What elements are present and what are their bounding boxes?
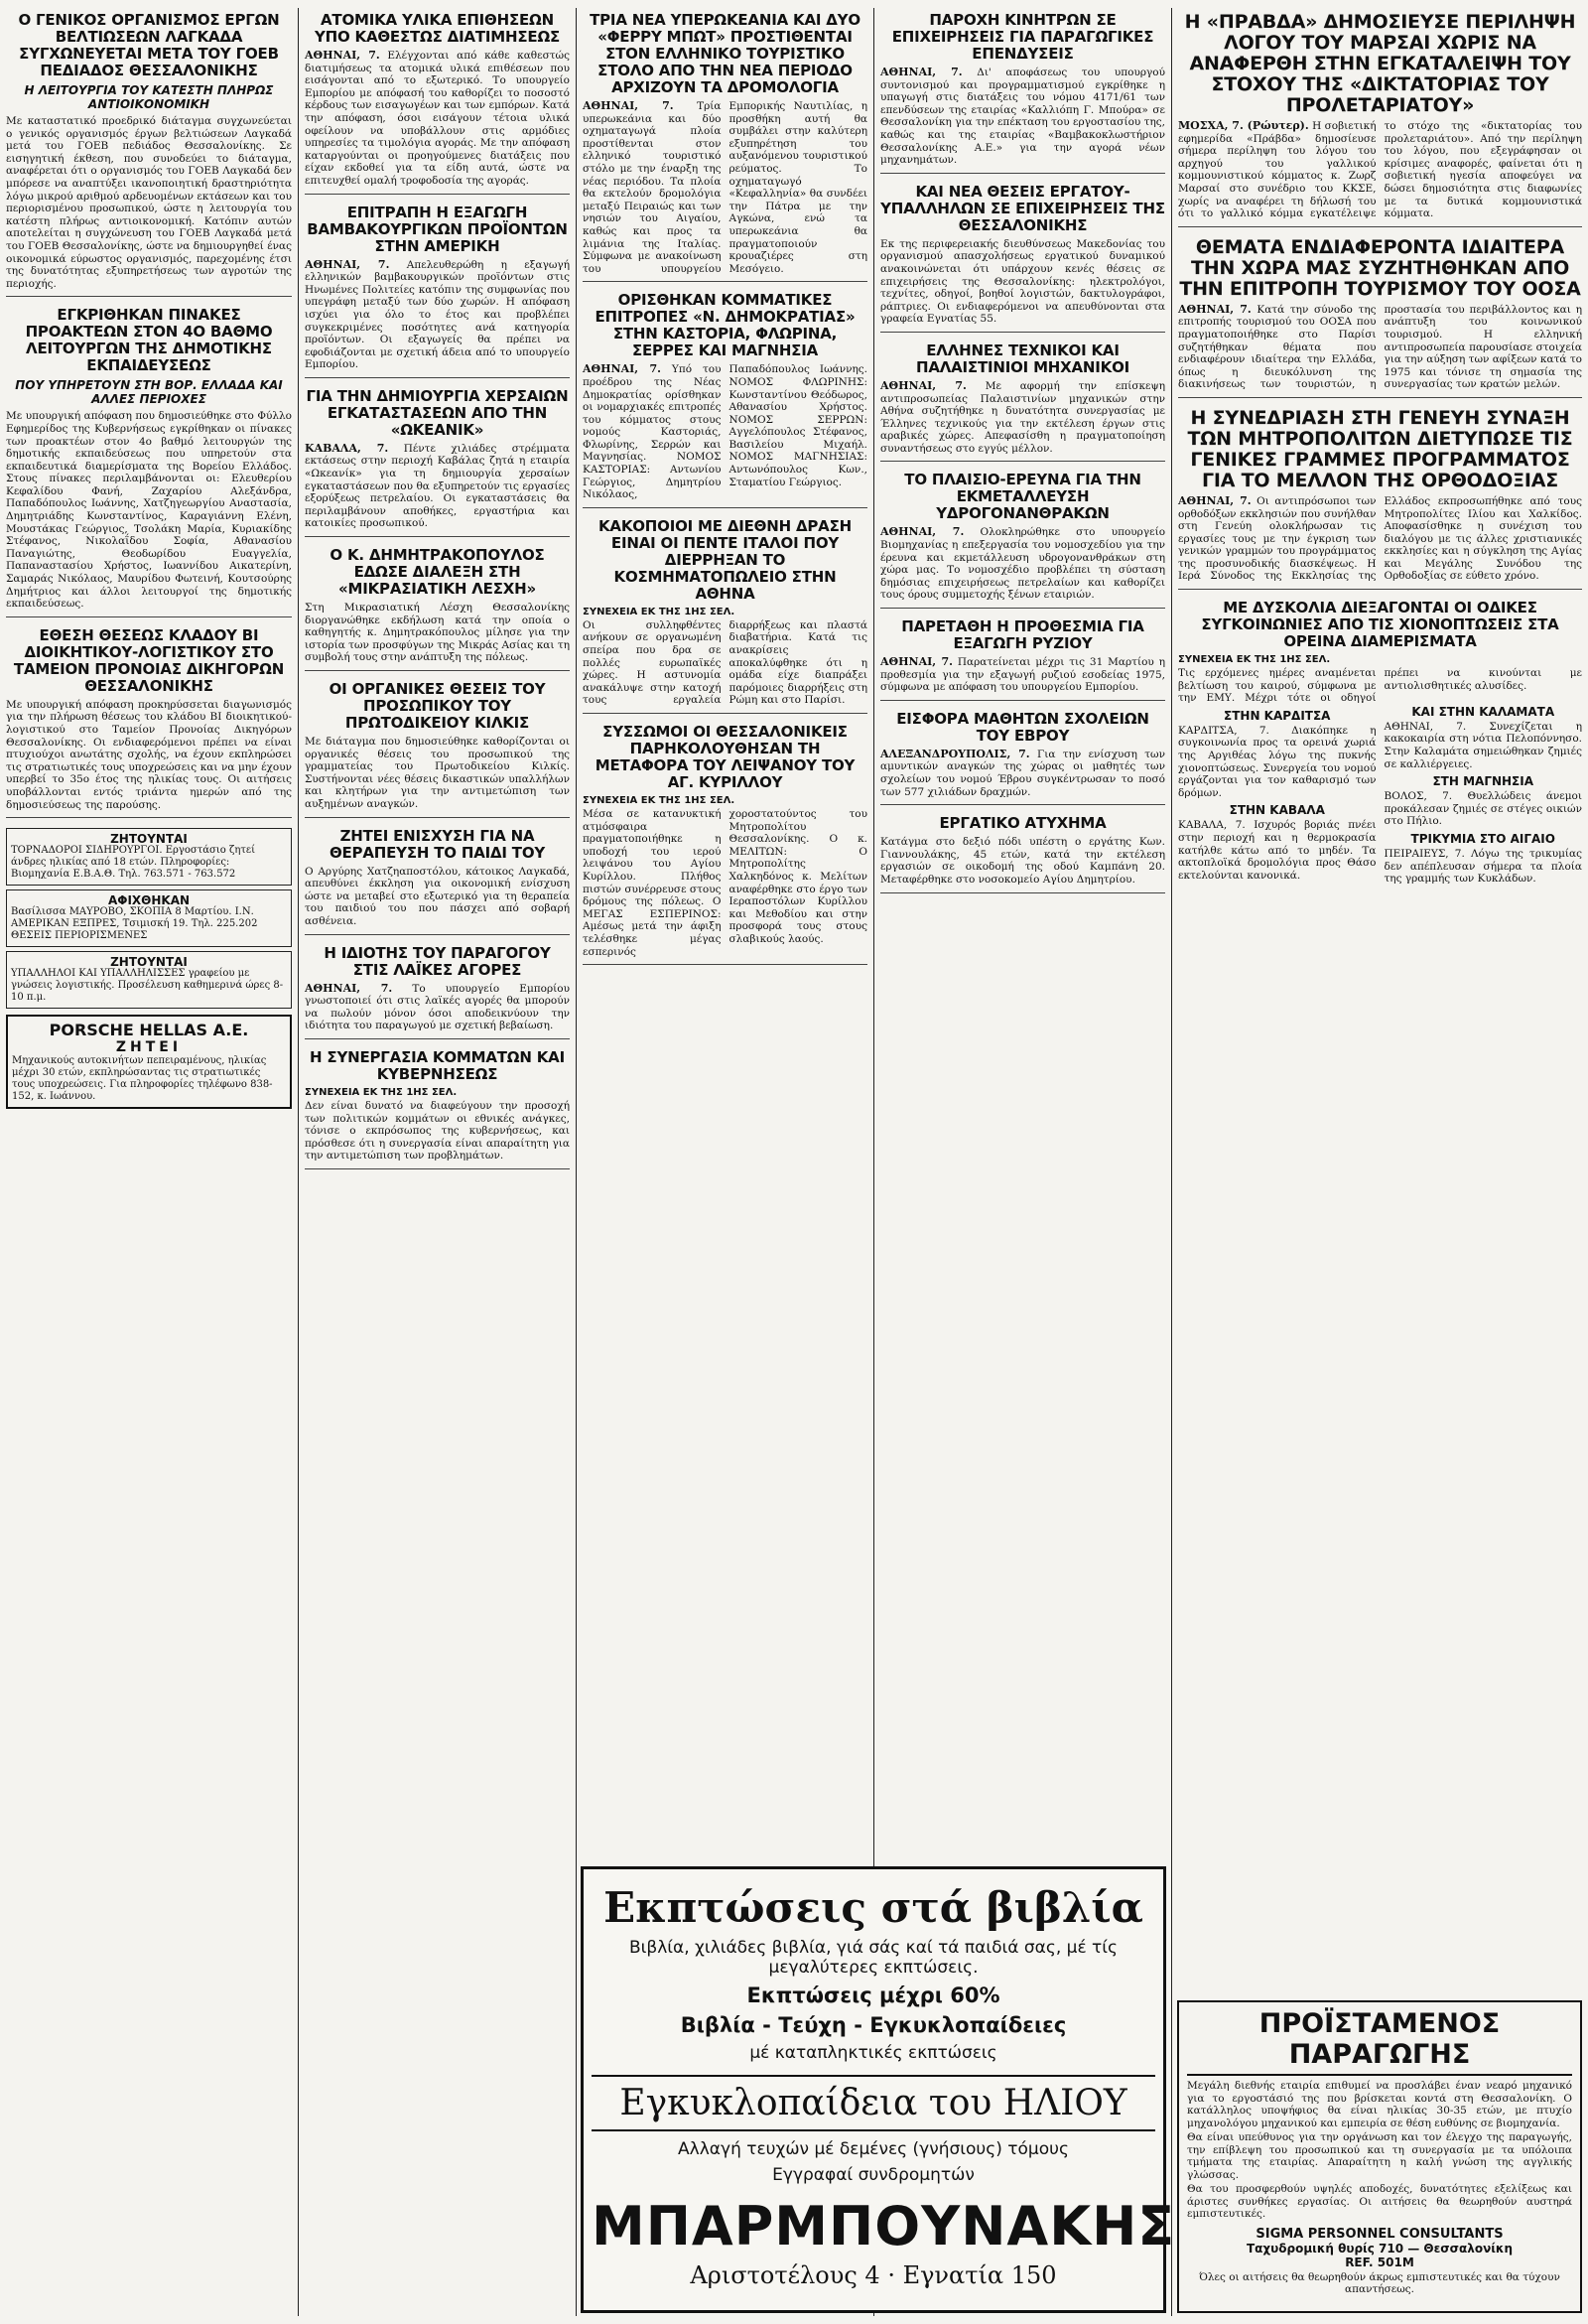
article-body: Στη Μικρασιατική Λέσχη Θεσσαλονίκης διοργανώθηκε εκδήλωση κατά την οποία ο καθηγητής κ. Δημητρακόπουλος μίλησε για την ιστορία των προσφύγων της Μικράς Ασίας και τη συμβολή τους στην ανάπτυξη της πόλεως. bbox=[305, 602, 570, 664]
headline: ΕΛΛΗΝΕΣ ΤΕΧΝΙΚΟΙ ΚΑΙ ΠΑΛΑΙΣΤΙΝΙΟΙ ΜΗΧΑΝΙΚΟΙ bbox=[915, 341, 1130, 376]
story-hydrocarbons bbox=[880, 472, 1165, 609]
porsche-ad bbox=[6, 1015, 292, 1109]
article-body: Με καταστατικό προεδρικό διάταγμα συγχωνεύεται ο γενικός οργανισμός έργων βελτιώσεων Λαγκαδά μετά του ΓΟΕΒ πεδιάδος Θεσσαλονίκης. Σε εισηγητική έκθεση, που συνοδεύει το διάταγμα, αναφέρεται ότι ο οργανισμός του ΓΟΕΒ Λαγκαδά δεν μπόρεσε να αναπτύξει ικανοποιητική δραστηριότητα λόγω μικρού αριθμού αρδευομένων εκτάσεων και του περιορισμένου προσωπικού, ώστε η λειτουργία του κατέστη πλήρως αντιοικονομική. Κατόπιν αυτών αποτελείται η συγχώνευση του ΓΟΕΒ Λαγκαδά μετά του ΓΟΕΒ Θεσσαλονίκης, ώστε να δημιουργηθεί ένας οικονομικά εύρωστος οργανισμός, παρεχομένης έτσι της δυνατότητας εξυπηρετήσεως των αγροτών της περιοχής. bbox=[6, 115, 292, 290]
article-text: Υπό του προέδρου της Νέας Δημοκρατίας ορίσθηκαν οι νομαρχιακές επιτροπές του κόμματος στους νομούς Καστοριάς, Φλωρίνης, Σερρών και Μαγνησίας. ΝΟΜΟΣ ΚΑΣΤΟΡΙΑΣ: Αντωνίου Γεώργιος, Δημητρίου Νικόλαος, Παπαδόπουλος Ιωάννης. ΝΟΜΟΣ ΦΛΩΡΙΝΗΣ: Κωνσταντίνου Θεόδωρος, Αθανασίου Χρήστος. ΝΟΜΟΣ ΣΕΡΡΩΝ: Αγγελόπουλος Στέφανος, Βασιλείου Μιχαήλ. ΝΟΜΟΣ ΜΑΓΝΗΣΙΑΣ: Αντωνόπουλος Κων., Σταματίου Γεώργιος. bbox=[583, 363, 867, 501]
place-item bbox=[1385, 705, 1583, 770]
article-body: Οι συλληφθέντες ανήκουν σε οργανωμένη σπείρα που δρα σε πολλές ευρωπαϊκές χώρες. Η αστυνομία ανακάλυψε στην κατοχή τους εργαλεία διαρρήξεως και πλαστά διαβατήρια. Κατά τις ανακρίσεις αποκαλύφθηκε ότι η ομάδα είχε διαπράξει παρόμοιες διαρρήξεις στη Ρώμη και στο Παρίσι. bbox=[583, 618, 867, 707]
article-body: Με υπουργική απόφαση που δημοσιεύθηκε στο Φύλλο Εφημερίδος της Κυβερνήσεως εγκρίθηκαν οι πίνακες των προακτέων στον 4ο βαθμό λειτουργών της δημοτικής εκπαιδεύσεως που υπηρετούν στα εκπαιδευτικά διαμερίσματα της Βορείου Ελλάδος. Στους πίνακες περιλαμβάνονται οι: Ελευθερίου Κεφαλίδου Φανή, Ζαχαρίου Αλεξάνδρα, Παπαδόπουλος Ιωάννης, Χατζηγεωργίου Αναστασία, Δημητριάδης Κωνσταντίνος, Καραγιάννη Ελένη, Μουστάκας Γεώργιος, Τσολάκη Μαρία, Κυριακίδης Στέφανος, Νικολαΐδου Σοφία, Αθανασίου Παναγιώτης, Θεοδωρίδου Ευαγγελία, Παπαναστασίου Χρήστος, Ιωαννίδου Αικατερίνη, Σαμαράς Νικόλαος, Μαυρίδου Φωτεινή, Κουτσούρης Δημήτριος και άλλοι λειτουργοί της δημοτικής εκπαιδεύσεως. bbox=[6, 410, 292, 611]
story-cotton-export bbox=[305, 205, 570, 378]
article-text: Με αφορμή την επίσκεψη αντιπροσωπείας Παλαιστινίων μηχανικών στην Αθήνα συζητήθηκε η δυνατότητα συνεργασίας με Έλληνες τεχνικούς για την εκτέλεση έργων στις αραβικές χώρες. Απεφασίσθη η πραγματοποίηση συναντήσεως στο εγγύς μέλλον. bbox=[880, 379, 1166, 455]
article-body: Δεν είναι δυνατό να διαφεύγουν την προσοχή των πολιτικών κομμάτων οι εθνικές ανάγκες, τόνισε ο εκπρόσωπος της κυβερνήσεως, και πρόσθεσε ότι η συνεργασία είναι απαραίτητη για την αντιμετώπιση των προβλημάτων. bbox=[305, 1099, 570, 1162]
advert-line: Εγγραφαί συνδρομητών bbox=[772, 2165, 975, 2185]
story-geneva-orthodoxy bbox=[1178, 408, 1582, 590]
story-evros-students bbox=[880, 711, 1165, 805]
place-item bbox=[1385, 832, 1583, 886]
job-title: ΠΡΟΪΣΤΑΜΕΝΟΣ ΠΑΡΑΓΩΓΗΣ bbox=[1187, 2008, 1572, 2076]
subheadline: ΠΟΥ ΥΠΗΡΕΤΟΥΝ ΣΤΗ ΒΟΡ. ΕΛΛΑΔΑ ΚΑΙ ΑΛΛΕΣ ΠΕΡΙΟΧΕΣ bbox=[15, 378, 283, 407]
headline: ΕΡΓΑΤΙΚΟ ΑΤΥΧΗΜΑ bbox=[939, 814, 1107, 833]
article-body: Κατάγμα στο δεξιό πόδι υπέστη ο εργάτης Κων. Γιαννουλάκης, 45 ετών, κατά την εκτέλεση εργασιών σε οικοδομή της οδού Καμπάνη 20. Μεταφέρθηκε στο νοσοκομείο Αγίου Δημητρίου. bbox=[880, 836, 1165, 886]
place-title: ΚΑΙ ΣΤΗΝ ΚΑΛΑΜΑΤΑ bbox=[1411, 704, 1555, 719]
advert-title: Εκπτώσεις στά βιβλία bbox=[603, 1883, 1143, 1932]
article-body: Εκ της περιφερειακής διευθύνσεως Μακεδονίας του οργανισμού απασχολήσεως εργατικού δυναμικού ανακοινώνεται ότι υπάρχουν κενές θέσεις σε επιχειρήσεις της Θεσσαλονίκης: ηλεκτρολόγοι, τεχνίτες, οδηγοί, βοηθοί λογιστών, δακτυλογράφοι, ράπτριες. Οι ενδιαφερόμενοι να απευθύνονται στα γραφεία Εγνατίας 55. bbox=[880, 237, 1165, 326]
job-box: Ταχυδρομική θυρίς 710 — Θεσσαλονίκη bbox=[1247, 2241, 1513, 2256]
dateline: ΑΘΗΝΑΙ, 7. bbox=[583, 362, 661, 376]
article-body: Μέσα σε κατανυκτική ατμόσφαιρα πραγματοποιήθηκε η υποδοχή του ιερού λειψάνου του Αγίου Κυρίλλου. Πλήθος πιστών συνέρρευσε στους δρόμους της πόλεως. Ο ΜΕΓΑΣ ΕΣΠΕΡΙΝΟΣ: Αμέσως μετά την άφιξη τελέσθηκε μέγας εσπερινός χοροστατούντος του Μητροπολίτου Θεσσαλονίκης. Ο κ. ΜΕΛΙΤΩΝ: Ο Μητροπολίτης Χαλκηδόνος κ. Μελίτων αναφέρθηκε στο έργο των Ιεραποστόλων Κυρίλλου και Μεθοδίου και στην προσφορά τους στους σλαβικούς λαούς. bbox=[583, 808, 867, 958]
dateline: ΑΘΗΝΑΙ, 7. bbox=[880, 525, 965, 539]
headline: Η «ΠΡΑΒΔΑ» ΔΗΜΟΣΙΕΥΣΕ ΠΕΡΙΛΗΨΗ ΛΟΓΟΥ ΤΟΥ ΜΑΡΣΑΙ ΧΩΡΙΣ ΝΑ ΑΝΑΦΕΡΘΗ ΣΤΗΝ ΕΓΚΑΤΑΛΕΙΨΗ ΤΟΥ ΣΤΟΧΟΥ ΤΗΣ «ΔΙΚΤΑΤΟΡΙΑΣ ΤΟΥ ΠΡΟΛΕΤΑΡΙΑΤΟΥ» bbox=[1184, 11, 1576, 116]
headline: ΜΕ ΔΥΣΚΟΛΙΑ ΔΙΕΞΑΓΟΝΤΑΙ ΟΙ ΟΔΙΚΕΣ ΣΥΓΚΟΙΝΩΝΙΕΣ ΑΠΟ ΤΙΣ ΧΙΟΝΟΠΤΩΣΕΙΣ ΣΤΑ ΟΡΕΙΝΑ ΔΙΑΜΕΡΙΣΜΑΤΑ bbox=[1201, 599, 1559, 651]
story-parties bbox=[305, 1049, 570, 1169]
article-body bbox=[880, 656, 1165, 694]
story-kilkis-court bbox=[305, 681, 570, 818]
dateline: ΑΛΕΞΑΝΔΡΟΥΠΟΛΙΣ, 7. bbox=[880, 747, 1030, 760]
article-body bbox=[880, 749, 1165, 798]
job-firm: SIGMA PERSONNEL CONSULTANTS bbox=[1256, 2226, 1504, 2242]
job-paragraph: Μεγάλη διεθνής εταιρία επιθυμεί να προσλάβει έναν νεαρό μηχανικό για το εργοστάσιό της που βρίσκεται κοντά στη Θεσσαλονίκη. Ο κατάλληλος υποψήφιος θα είναι ηλικίας 30-35 ετών, με πτυχίο μηχανολόγου μηχανικού και εμπειρία σε θέση ευθύνης σε βιομηχανία. bbox=[1187, 2080, 1572, 2129]
classified-ad bbox=[6, 828, 292, 886]
porsche-text: Μηχανικούς αυτοκινήτων πεπειραμένους, ηλικίας μέχρι 30 ετών, εκπληρώσαντας τις στρατιωτικές τους υποχρεώσεις. Για πληροφορίες τηλέφωνο 838-152, κ. Ιωάννου. bbox=[12, 1055, 273, 1103]
advert-line: μέ καταπληκτικές εκπτώσεις bbox=[749, 2043, 997, 2063]
dateline: ΑΘΗΝΑΙ, 7. bbox=[305, 49, 380, 62]
subheadline: Η ΛΕΙΤΟΥΡΓΙΑ ΤΟΥ ΚΑΤΕΣΤΗ ΠΛΗΡΩΣ ΑΝΤΙΟΙΚΟΝΟΜΙΚΗ bbox=[24, 83, 274, 111]
story-goeb-lagkada bbox=[6, 12, 292, 297]
story-new-jobs bbox=[880, 184, 1165, 333]
headline: Ο ΓΕΝΙΚΟΣ ΟΡΓΑΝΙΣΜΟΣ ΕΡΓΩΝ ΒΕΛΤΙΩΣΕΩΝ ΛΑΓΚΑΔΑ ΣΥΓΧΩΝΕΥΕΤΑΙ ΜΕΤΑ ΤΟΥ ΓΟΕΒ ΠΕΔΙΑΔΟΣ ΘΕΣΣΑΛΟΝΙΚΗΣ bbox=[18, 11, 280, 79]
job-paragraph: Θα είναι υπεύθυνος για την οργάνωση και τον έλεγχο της παραγωγής, την επίβλεψη του προσωπικού και τη συνεργασία με τα υπόλοιπα τμήματα της εταιρίας. Απαραίτητη η καλή γνώση της αγγλικής γλώσσας. bbox=[1187, 2131, 1572, 2181]
place-title: ΣΤΗΝ ΚΑΡΔΙΤΣΑ bbox=[1224, 708, 1331, 723]
place-text: ΚΑΡΔΙΤΣΑ, 7. Διακόπηκε η συγκοινωνία προς τα ορεινά χωριά της Αργιθέας λόγω της πυκνής χιονοπτώσεως. Συνεργεία του νομού εργάζονται για τον καθαρισμό των δρόμων. bbox=[1178, 724, 1377, 799]
advert-encyclopedia: Εγκυκλοπαίδεια του ΗΛΙΟΥ bbox=[592, 2075, 1155, 2131]
job-advert bbox=[1177, 2000, 1582, 2313]
continuation-note: ΣΥΝΕΧΕΙΑ ΕΚ ΤΗΣ 1ΗΣ ΣΕΛ. bbox=[305, 1086, 458, 1098]
classified-ad bbox=[6, 951, 292, 1009]
ad-title: ΑΦΙΧΘΗΚΑΝ bbox=[107, 893, 191, 908]
advert-address: Αριστοτέλους 4 · Εγνατία 150 bbox=[690, 2261, 1057, 2289]
story-appeal bbox=[305, 828, 570, 935]
headline: ΓΙΑ ΤΗΝ ΔΗΜΙΟΥΡΓΙΑ ΧΕΡΣΑΙΩΝ ΕΓΚΑΤΑΣΤΑΣΕΩΝ ΑΠΟ ΤΗΝ «ΩΚΕΑΝΙΚ» bbox=[306, 386, 569, 439]
headline: ΤΡΙΑ ΝΕΑ ΥΠΕΡΩΚΕΑΝΙΑ ΚΑΙ ΔΥΟ «ΦΕΡΡΥ ΜΠΩΤ» ΠΡΟΣΤΙΘΕΝΤΑΙ ΣΤΟΝ ΕΛΛΗΝΙΚΟ ΤΟΥΡΙΣΤΙΚΟ ΣΤΟΛΟ ΑΠΟ ΤΗΝ ΝΕΑ ΠΕΡΙΟΔΟ ΑΡΧΙΖΟΥΝ ΤΑ ΔΡΟΜΟΛΟΓΙΑ bbox=[590, 11, 860, 96]
place-text: ΒΟΛΟΣ, 7. Θυελλώδεις άνεμοι προκάλεσαν ζημιές σε στέγες οικιών στο Πήλιο. bbox=[1384, 790, 1582, 828]
dateline: ΑΘΗΝΑΙ, 7. bbox=[880, 378, 967, 392]
advert-line: Βιβλία - Τεύχη - Εγκυκλοπαίδειες bbox=[680, 2013, 1067, 2037]
story-st-cyril bbox=[583, 724, 867, 965]
headline: ΕΘΕΣΗ ΘΕΣΕΩΣ ΚΛΑΔΟΥ ΒΙ ΔΙΟΙΚΗΤΙΚΟΥ-ΛΟΓΙΣΤΙΚΟΥ ΣΤΟ ΤΑΜΕΙΟΝ ΠΡΟΝΟΙΑΣ ΔΙΚΗΓΟΡΩΝ ΘΕΣΣΑΛΟΝΙΚΗΣ bbox=[13, 625, 285, 695]
article-text: Απελευθερώθη η εξαγωγή ελληνικών βαμβακουργικών προϊόντων στις Ηνωμένες Πολιτείες κατόπιν της συμφωνίας που υπεγράφη μεταξύ των δύο χωρών. Η απόφαση ισχύει για όλο το έτος και προβλέπει συγκεκριμένες ποσότητες ανά κατηγορία προϊόντων. Οι εξαγωγείς θα πρέπει να εφοδιάζονται με σχετική άδεια από το υπουργείο Εμπορίου. bbox=[305, 258, 570, 371]
story-snowfall bbox=[1178, 600, 1582, 891]
headline: Η ΣΥΝΕΔΡΙΑΣΗ ΣΤΗ ΓΕΝΕΥΗ ΣΥΝΑΞΗ ΤΩΝ ΜΗΤΡΟΠΟΛΙΤΩΝ ΔΙΕΤΥΠΩΣΕ ΤΙΣ ΓΕΝΙΚΕΣ ΓΡΑΜΜΕΣ ΠΡΟΓΡΑΜΜΑΤΟΣ ΓΙΑ ΤΟ ΜΕΛΛΟΝ ΤΗΣ ΟΡΘΟΔΟΞΙΑΣ bbox=[1187, 406, 1573, 491]
headline: Η ΙΔΙΟΤΗΣ ΤΟΥ ΠΑΡΑΓΟΓΟΥ ΣΤΙΣ ΛΑΪΚΕΣ ΑΓΟΡΕΣ bbox=[324, 943, 551, 979]
job-paragraph: Θα του προσφερθούν υψηλές αποδοχές, δυνατότητες εξελίξεως και άριστες συνθήκες εργασίας. Οι αιτήσεις θα θεωρηθούν αυστηρά εμπιστευτικές. bbox=[1187, 2183, 1572, 2220]
story-oceanic bbox=[305, 388, 570, 537]
story-oecd-tourism bbox=[1178, 237, 1582, 398]
article-body bbox=[583, 363, 867, 501]
continuation-note: ΣΥΝΕΧΕΙΑ ΕΚ ΤΗΣ 1ΗΣ ΣΕΛ. bbox=[1178, 654, 1331, 666]
ad-text: ΥΠΑΛΛΗΛΟΙ ΚΑΙ ΥΠΑΛΛΗΛΙΣΣΕΣ γραφείου με γνώσεις λογιστικής. Προσέλευση καθημερινά ώρες 8-10 π.μ. bbox=[11, 968, 284, 1004]
job-ref: REF. 501M bbox=[1345, 2255, 1414, 2269]
article-body bbox=[880, 380, 1165, 456]
article-body bbox=[583, 100, 867, 275]
story-teachers-promotion bbox=[6, 307, 292, 617]
advert-brand: ΜΠΑΡΜΠΟΥΝΑΚΗΣ bbox=[592, 2195, 1176, 2257]
headline: ΕΙΣΦΟΡΑ ΜΑΘΗΤΩΝ ΣΧΟΛΕΙΩΝ ΤΟΥ ΕΒΡΟΥ bbox=[896, 709, 1149, 745]
headline: ΟΡΙΣΘΗΚΑΝ ΚΟΜΜΑΤΙΚΕΣ ΕΠΙΤΡΟΠΕΣ «Ν. ΔΗΜΟΚΡΑΤΙΑΣ» ΣΤΗΝ ΚΑΣΤΟΡΙΑ, ΦΛΩΡΙΝΑ, ΣΕΡΡΕΣ ΚΑΙ ΜΑΓΝΗΣΙΑ bbox=[595, 291, 856, 360]
dateline: ΑΘΗΝΑΙ, 7. bbox=[880, 655, 953, 669]
article-text: Ελέγχονται από κάθε καθεστώς διατιμήσεως τα ατομικά υλικά επιθέσεων που εισάγονται από το εξωτερικό. Το υπουργείο Εμπορίου με απόφασή του καθορίζει το ποσοστό κέρδους των εισαγωγέων και των εμπόρων. Κατά την απόφαση, όσοι εισάγουν τέτοια υλικά οφείλουν να υποβάλλουν στις αρμόδιες υπηρεσίες τα τιμολόγια αγοράς. Με την απόφαση καταργούνται οι προηγούμενες διατάξεις που είχαν εκδοθεί για τα είδη αυτά, ώστε να επιτευχθεί ομαλή τροφοδοσία της αγοράς. bbox=[305, 50, 570, 187]
dateline: ΑΘΗΝΑΙ, 7. bbox=[583, 99, 674, 112]
story-nd-committees bbox=[583, 292, 867, 508]
place-title: ΣΤΗ ΜΑΓΝΗΣΙΑ bbox=[1432, 774, 1533, 789]
dateline: ΚΑΒΑΛΑ, 7. bbox=[305, 441, 389, 455]
place-item bbox=[1178, 803, 1377, 882]
article-body bbox=[305, 443, 570, 530]
headline: ΠΑΡΟΧΗ ΚΙΝΗΤΡΩΝ ΣΕ ΕΠΙΧΕΙΡΗΣΕΙΣ ΓΙΑ ΠΑΡΑΓΩΓΙΚΕΣ ΕΠΕΝΔΥΣΕΙΣ bbox=[891, 11, 1154, 63]
place-text: ΠΕΙΡΑΙΕΥΣ, 7. Λόγω της τρικυμίας δεν απέπλευσαν σήμερα τα πλοία της γραμμής των Κυκλάδων. bbox=[1384, 848, 1582, 886]
article-text: Δι' αποφάσεως του υπουργού συντονισμού και προγραμματισμού εγκρίθηκε η υπαγωγή στις διατάξεις του νόμου 4171/61 των επενδύσεων της εταιρίας «Καλλιόπη Γ. Μπούρα» σε Θεσσαλονίκη για την επέκταση του εργοστασίου της, καθώς και της εταιρίας «Βαμβακοκλωστήριον Θεσσαλονίκης Α.Ε.» για την αγορά νέων μηχανημάτων. bbox=[880, 67, 1166, 167]
headline: ΚΑΚΟΠΟΙΟΙ ΜΕ ΔΙΕΘΝΗ ΔΡΑΣΗ ΕΙΝΑΙ ΟΙ ΠΕΝΤΕ ΙΤΑΛΟΙ ΠΟΥ ΔΙΕΡΡΗΞΑΝ ΤΟ ΚΟΣΜΗΜΑΤΟΠΩΛΕΙΟ ΣΤΗΝ ΑΘΗΝΑ bbox=[598, 516, 852, 603]
book-sale-advert bbox=[581, 1866, 1176, 2313]
article-text: Το υπουργείο Εμπορίου γνωστοποιεί ότι στις λαϊκές αγορές θα μπορούν να πωλούν μόνον όσοι αποδεικνύουν την ιδιότητα του παραγωγού με σχετική βεβαίωση. bbox=[305, 982, 570, 1032]
advert-line: Βιβλία, χιλιάδες βιβλία, γιά σάς καί τά παιδιά σας, μέ τίς μεγαλύτερες εκπτώσεις. bbox=[628, 1938, 1119, 1978]
porsche-name: PORSCHE HELLAS A.E. bbox=[49, 1021, 249, 1040]
story-accident bbox=[880, 815, 1165, 892]
article-body bbox=[880, 67, 1165, 167]
story-lawyers-fund bbox=[6, 627, 292, 818]
dateline: ΜΟΣΧΑ, 7. (Ρώυτερ). bbox=[1178, 119, 1309, 132]
story-rice bbox=[880, 618, 1165, 701]
article-text: Οι αντιπρόσωποι των ορθοδόξων εκκλησιών που συνήλθαν στη Γενεύη ολοκλήρωσαν τις εργασίες τους με την έγκριση των γενικών γραμμών του προγράμματος της προσυνοδικής διασκέψεως. Η Ιερά Σύνοδος της Εκκλησίας της Ελλάδος εκπροσωπήθηκε από τους Μητροπολίτες Ιλίου και Χαλκίδος. Αποφασίσθηκε η συνέχιση του διαλόγου με τις άλλες χριστιανικές εκκλησίες και η σύγκληση της Αγίας και Μεγάλης Συνόδου της Ορθοδοξίας σε εύθετο χρόνο. bbox=[1178, 494, 1582, 583]
headline: Ο Κ. ΔΗΜΗΤΡΑΚΟΠΟΥΛΟΣ ΕΔΩΣΕ ΔΙΑΛΕΞΗ ΣΤΗ «ΜΙΚΡΑΣΙΑΤΙΚΗ ΛΕΣΧΗ» bbox=[330, 546, 545, 599]
article-text: Για την ενίσχυση των αμυντικών αναγκών της χώρας οι μαθητές των σχολείων του νομού Έβρου συγκέντρωσαν το ποσό των 577 χιλιάδων δραχμών. bbox=[880, 748, 1165, 798]
headline: ΕΓΚΡΙΘΗΚΑΝ ΠΙΝΑΚΕΣ ΠΡΟΑΚΤΕΩΝ ΣΤΟΝ 4Ο ΒΑΘΜΟ ΛΕΙΤΟΥΡΓΩΝ ΤΗΣ ΔΗΜΟΤΙΚΗΣ ΕΚΠΑΙΔΕΥΣΕΩΣ bbox=[25, 306, 273, 375]
article-body bbox=[305, 50, 570, 188]
story-atomic-materials bbox=[305, 12, 570, 195]
story-pravda bbox=[1178, 12, 1582, 227]
porsche-wanted: ΖΗΤΕΙ bbox=[115, 1039, 183, 1056]
dateline: ΑΘΗΝΑΙ, 7. bbox=[305, 257, 390, 271]
ad-title: ΖΗΤΟΥΝΤΑΙ bbox=[110, 955, 188, 970]
article-text: Πέντε χιλιάδες στρέμματα εκτάσεως στην περιοχή Καβάλας ζητά η εταιρία «Ωκεανίκ» για τη δημιουργία χερσαίων εγκαταστάσεων που θα εξυπηρετούν τις εργασίες εξορύξεως πετρελαίου. Οι εγκαταστάσεις θα περιλαμβάνουν αποθήκες, εργαστήρια και κατοικίες προσωπικού. bbox=[305, 442, 570, 530]
place-title: ΣΤΗΝ ΚΑΒΑΛΑ bbox=[1229, 803, 1325, 818]
place-text: ΚΑΒΑΛΑ, 7. Ισχυρός βοριάς πνέει στην περιοχή και η θερμοκρασία κατήλθε κάτω από το μηδέν. Τα ακτοπλοϊκά δρομολόγια προς Θάσο εκτελούνται κανονικά. bbox=[1178, 819, 1377, 882]
article-body: Με υπουργική απόφαση προκηρύσσεται διαγωνισμός για την πλήρωση θέσεως του κλάδου ΒΙ διοικητικού-λογιστικού στο Ταμείον Προνοίας Δικηγόρων Θεσσαλονίκης. Οι ενδιαφερόμενοι πρέπει να είναι πτυχιούχοι ανωτάτης σχολής, να έχουν εκπληρώσει τις στρατιωτικές τους υποχρεώσεις και να μην έχουν υπερβεί το 35ο έτος της ηλικίας τους. Οι αιτήσεις υποβάλλονται εντός τριάντα ημερών από της δημοσιεύσεως της παρούσης. bbox=[6, 698, 292, 811]
story-italians bbox=[583, 518, 867, 714]
headline: Η ΣΥΝΕΡΓΑΣΙΑ ΚΟΜΜΑΤΩΝ ΚΑΙ ΚΥΒΕΡΝΗΣΕΩΣ bbox=[310, 1047, 565, 1083]
advert-discount: Εκπτώσεις μέχρι 60% bbox=[746, 1983, 1000, 2007]
story-incentives bbox=[880, 12, 1165, 174]
place-title: ΤΡΙΚΥΜΙΑ ΣΤΟ ΑΙΓΑΙΟ bbox=[1410, 832, 1555, 846]
headline: ΑΤΟΜΙΚΑ ΥΛΙΚΑ ΕΠΙΘΗΣΕΩΝ ΥΠΟ ΚΑΘΕΣΤΩΣ ΔΙΑΤΙΜΗΣΕΩΣ bbox=[314, 11, 561, 46]
article-text: Η σοβιετική εφημερίδα «Πράβδα» δημοσίευσε σήμερα περίληψη του λόγου του αρχηγού του γαλλικού κομμουνιστικού κόμματος κ. Ζωρζ Μαρσαί στο συνέδριο του ΚΚΣΕ, χωρίς να αναφέρει τη δήλωσή του ότι το γαλλικό κόμμα εγκατέλειψε το στόχο της «δικτατορίας του προλεταριάτου». Από την περίληψη του λόγου, που εξεγράφησαν οι κρίσιμες αναφορές, φαίνεται ότι η σοβιετική ηγεσία αποφεύγει να δώσει δημοσιότητα στις διαφωνίες με τα δυτικά κομμουνιστικά κόμματα. bbox=[1178, 120, 1582, 220]
job-footer: Όλες οι αιτήσεις θα θεωρηθούν άκρως εμπιστευτικές και θα τύχουν απαντήσεως. bbox=[1199, 2270, 1560, 2295]
article-text: Κατά την σύνοδο της επιτροπής τουρισμού του ΟΟΣΑ που πραγματοποιήθηκε στο Παρίσι συζητήθηκαν θέματα που ενδιαφέρουν ιδιαίτερα την Ελλάδα, όπως η διευκόλυνση της διακινήσεως των τουριστών, η προστασία του περιβάλλοντος και η ανάπτυξη του κοινωνικού τουρισμού. Η ελληνική αντιπροσωπεία παρουσίασε στοιχεία για την αύξηση των αφίξεων κατά το 1975 και τόνισε τη σημασία της συνεργασίας των κρατών μελών. bbox=[1178, 303, 1582, 391]
headline: ΕΠΙΤΡΑΠΗ Η ΕΞΑΓΩΓΗ ΒΑΜΒΑΚΟΥΡΓΙΚΩΝ ΠΡΟΪΟΝΤΩΝ ΣΤΗΝ ΑΜΕΡΙΚΗ bbox=[307, 203, 568, 255]
dateline: ΑΘΗΝΑΙ, 7. bbox=[1178, 493, 1252, 507]
article-body: Ο Αργύρης Χατζηαποστόλου, κάτοικος Λαγκαδά, απευθύνει έκκληση για οικονομική ενίσχυση ώστε να μεταβεί στο εξωτερικό για τη θεραπεία του παιδιού του που πάσχει από σοβαρή ασθένεια. bbox=[305, 865, 570, 927]
article-body: Με διάταγμα που δημοσιεύθηκε καθορίζονται οι οργανικές θέσεις του προσωπικού της γραμματείας του Πρωτοδικείου Κιλκίς. Συστήνονται νέες θέσεις δικαστικών υπαλλήλων και κλητήρων για την αντιμετώπιση των αυξημένων αναγκών. bbox=[305, 736, 570, 810]
headline: ΠΑΡΕΤΑΘΗ Η ΠΡΟΘΕΣΜΙΑ ΓΙΑ ΕΞΑΓΩΓΗ ΡΥΖΙΟΥ bbox=[901, 617, 1144, 653]
headline: ΟΙ ΟΡΓΑΝΙΚΕΣ ΘΕΣΕΙΣ ΤΟΥ ΠΡΟΣΩΠΙΚΟΥ ΤΟΥ ΠΡΩΤΟΔΙΚΕΙΟΥ ΚΙΛΚΙΣ bbox=[329, 680, 546, 732]
dateline: ΑΘΗΝΑΙ, 7. bbox=[305, 981, 393, 995]
article-text: Παρατείνεται μέχρι τις 31 Μαρτίου η προθεσμία για την εξαγωγή ρυζιού εσοδείας 1975, σύμφωνα με απόφαση του υπουργείου Εμπορίου. bbox=[880, 656, 1165, 694]
article-body bbox=[305, 983, 570, 1032]
ad-title: ΖΗΤΟΥΝΤΑΙ bbox=[110, 832, 188, 847]
headline: ΘΕΜΑΤΑ ΕΝΔΙΑΦΕΡΟΝΤΑ ΙΔΙΑΙΤΕΡΑ ΤΗΝ ΧΩΡΑ ΜΑΣ ΣΥΖΗΤΗΘΗΚΑΝ ΑΠΟ ΤΗΝ ΕΠΙΤΡΟΠΗ ΤΟΥΡΙΣΜΟΥ ΤΟΥ ΟΟΣΑ bbox=[1179, 235, 1581, 300]
article-text: Ολοκληρώθηκε στο υπουργείο Βιομηχανίας η επεξεργασία του νομοσχεδίου για την έρευνα και εκμετάλλευση υδρογονανθράκων στη χώρα μας. Το νομοσχέδιο προβλέπει τη σύσταση δημόσιας επιχειρήσεως πετρελαίων και καθορίζει τους όρους συμμετοχής ξένων εταιριών. bbox=[880, 526, 1166, 602]
article-body bbox=[305, 259, 570, 371]
dateline: ΑΘΗΝΑΙ, 7. bbox=[880, 66, 963, 78]
ad-text: ΤΟΡΝΑΔΟΡΟΙ ΣΙΔΗΡΟΥΡΓΟΙ. Εργοστάσιο ζητεί άνδρες ηλικίας από 18 ετών. Πληροφορίες: Βιομηχανία Ε.Β.Α.Θ. Τηλ. 763.571 - 763.572 bbox=[11, 845, 255, 881]
article-body bbox=[1178, 495, 1582, 583]
column-2 bbox=[298, 8, 576, 2316]
column-5 bbox=[1171, 8, 1588, 2316]
story-ferries bbox=[583, 12, 867, 282]
ad-text: Βασίλισσα ΜΑΥΡΟΒΟ, ΣΚΟΠΙΑ 8 Μαρτίου. Ι.Ν. ΑΜΕΡΙΚΑΝ ΕΞΠΡΕΣ, Τσιμισκή 19. Τηλ. 225.202 ΘΕΣΕΙΣ ΠΕΡΙΟΡΙΣΜΕΝΕΣ bbox=[11, 906, 258, 942]
advert-line: Αλλαγή τευχών μέ δεμένες (γνήσιους) τόμους bbox=[678, 2139, 1069, 2159]
story-lecture bbox=[305, 547, 570, 671]
continuation-note: ΣΥΝΕΧΕΙΑ ΕΚ ΤΗΣ 1ΗΣ ΣΕΛ. bbox=[583, 606, 735, 617]
headline: ΤΟ ΠΛΑΙΣΙΟ-ΕΡΕΥΝΑ ΓΙΑ ΤΗΝ ΕΚΜΕΤΑΛΛΕΥΣΗ ΥΔΡΟΓΟΝΑΝΘΡΑΚΩΝ bbox=[904, 471, 1141, 523]
article-body bbox=[1178, 120, 1582, 220]
place-item bbox=[1385, 774, 1583, 828]
continuation-note: ΣΥΝΕΧΕΙΑ ΕΚ ΤΗΣ 1ΗΣ ΣΕΛ. bbox=[583, 795, 735, 806]
column-1 bbox=[0, 8, 298, 2316]
article-body bbox=[880, 526, 1165, 602]
classified-ad bbox=[6, 889, 292, 947]
dateline: ΑΘΗΝΑΙ, 7. bbox=[1178, 302, 1252, 316]
places-list bbox=[1178, 705, 1582, 886]
story-engineers bbox=[880, 342, 1165, 463]
headline: ΣΥΣΣΩΜΟΙ ΟΙ ΘΕΣΣΑΛΟΝΙΚΕΙΣ ΠΑΡΗΚΟΛΟΥΘΗΣΑΝ ΤΗ ΜΕΤΑΦΟΡΑ ΤΟΥ ΛΕΙΨΑΝΟΥ ΤΟΥ ΑΓ. ΚΥΡΙΛΛΟΥ bbox=[595, 723, 856, 791]
headline: ΖΗΤΕΙ ΕΝΙΣΧΥΣΗ ΓΙΑ ΝΑ ΘΕΡΑΠΕΥΣΗ ΤΟ ΠΑΙΔΙ ΤΟΥ bbox=[329, 826, 546, 862]
place-item bbox=[1178, 709, 1377, 800]
article-body: Τις ερχόμενες ημέρες αναμένεται βελτίωση του καιρού, σύμφωνα με την ΕΜΥ. Μέχρι τότε οι οδηγοί πρέπει να κινούνται με αντιολισθητικές αλυσίδες. bbox=[1178, 667, 1582, 705]
article-body bbox=[1178, 304, 1582, 391]
place-text: ΑΘΗΝΑΙ, 7. Συνεχίζεται η κακοκαιρία στη νότια Πελοπόννησο. Στην Καλαμάτα σημειώθηκαν ζημιές σε καλλιέργειες. bbox=[1384, 720, 1582, 770]
story-markets bbox=[305, 945, 570, 1039]
article-text: Τρία υπερωκεάνια και δύο οχηματαγωγά πλοία προστίθενται στον ελληνικό τουριστικό στόλο με την έναρξη της νέας περιόδου. Τα πλοία θα εκτελούν δρομολόγια μεταξύ Πειραιώς και των νησιών του Αιγαίου, καθώς και προς τα λιμάνια της Ιταλίας. Σύμφωνα με ανακοίνωση του υπουργείου Εμπορικής Ναυτιλίας, η προσθήκη αυτή θα συμβάλει στην καλύτερη εξυπηρέτηση του αυξανόμενου τουριστικού ρεύματος. Το οχηματαγωγό «Κεφαλληνία» θα συνδέει την Πάτρα με την Αγκώνα, ενώ τα υπερωκεάνια θα πραγματοποιούν κρουαζιέρες στη Μεσόγειο. bbox=[583, 100, 867, 275]
headline: ΚΑΙ ΝΕΑ ΘΕΣΕΙΣ ΕΡΓΑΤΟΥ-ΥΠΑΛΛΗΛΩΝ ΣΕ ΕΠΙΧΕΙΡΗΣΕΙΣ ΤΗΣ ΘΕΣΣΑΛΟΝΙΚΗΣ bbox=[880, 182, 1165, 234]
